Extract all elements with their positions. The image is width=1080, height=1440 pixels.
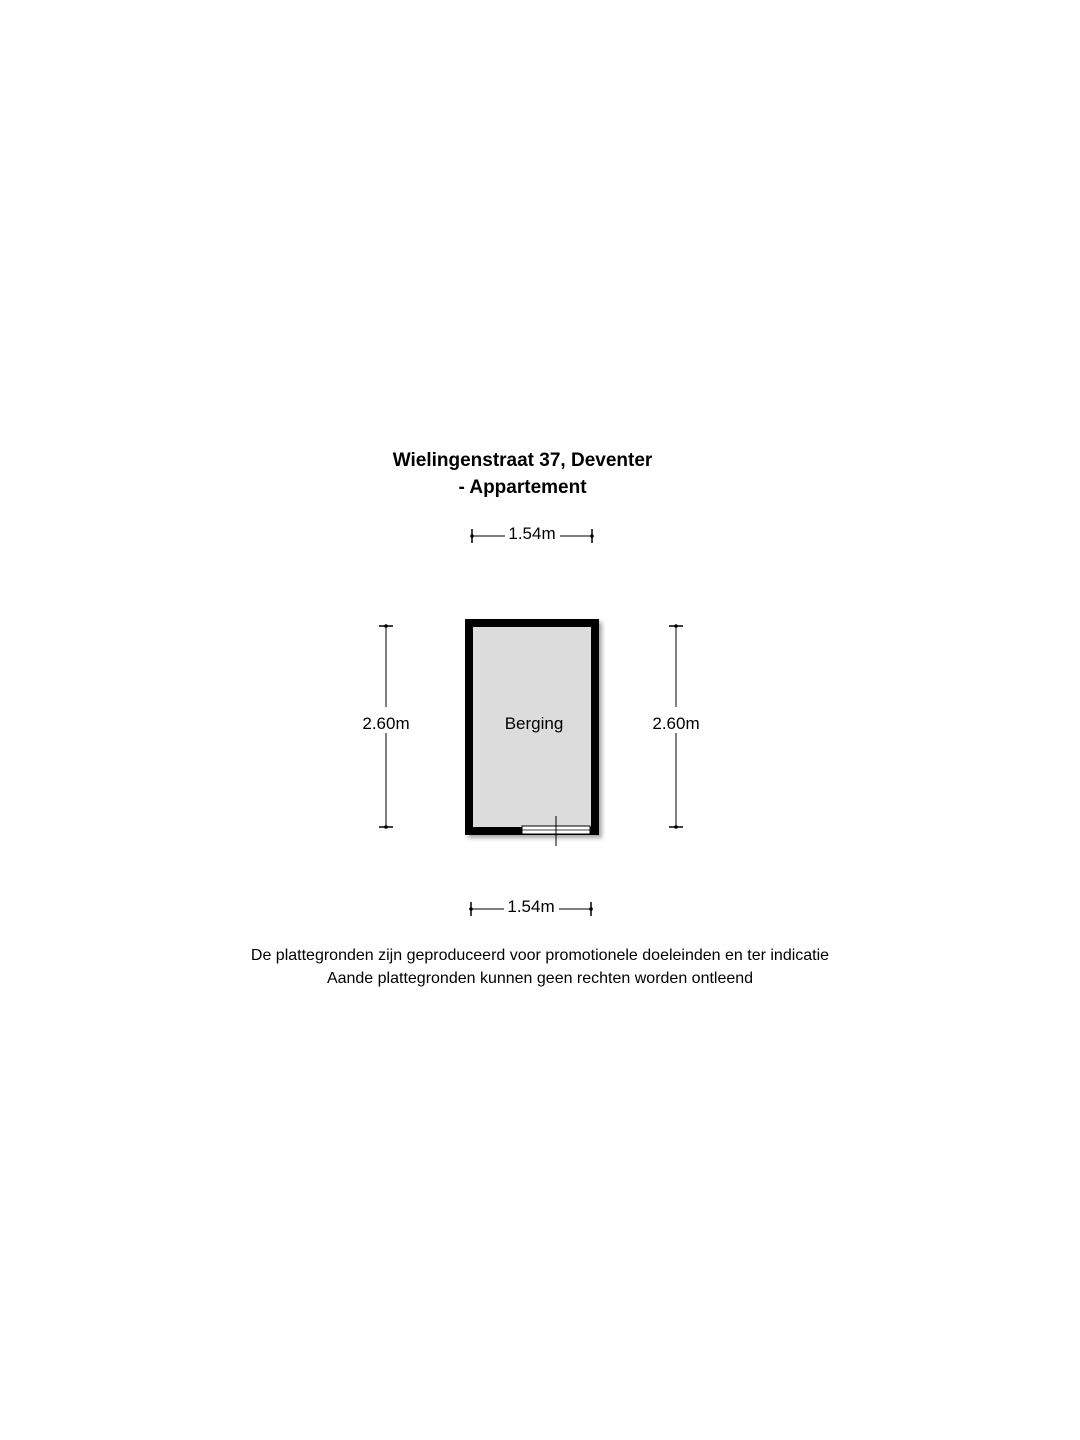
disclaimer-line-2: Aande plattegronden kunnen geen rechten worden ontleend (326, 970, 754, 987)
bottom-width-label: 1.54m (507, 897, 555, 916)
page-title: Wielingenstraat 37, Deventer (392, 450, 653, 471)
room-label: Berging (504, 714, 564, 733)
top-width-label: 1.54m (508, 524, 556, 543)
page-subtitle: - Appartement (458, 477, 587, 498)
left-height-label: 2.60m (362, 714, 410, 733)
right-height-label: 2.60m (652, 714, 700, 733)
right-dimension (652, 624, 699, 829)
room-berging (469, 623, 595, 846)
bottom-dimension (469, 897, 593, 916)
left-dimension (362, 624, 409, 829)
top-dimension (470, 524, 594, 543)
disclaimer-line-1: De plattegronden zijn geproduceerd voor promotionele doeleinden en ter indicatie (250, 947, 830, 964)
